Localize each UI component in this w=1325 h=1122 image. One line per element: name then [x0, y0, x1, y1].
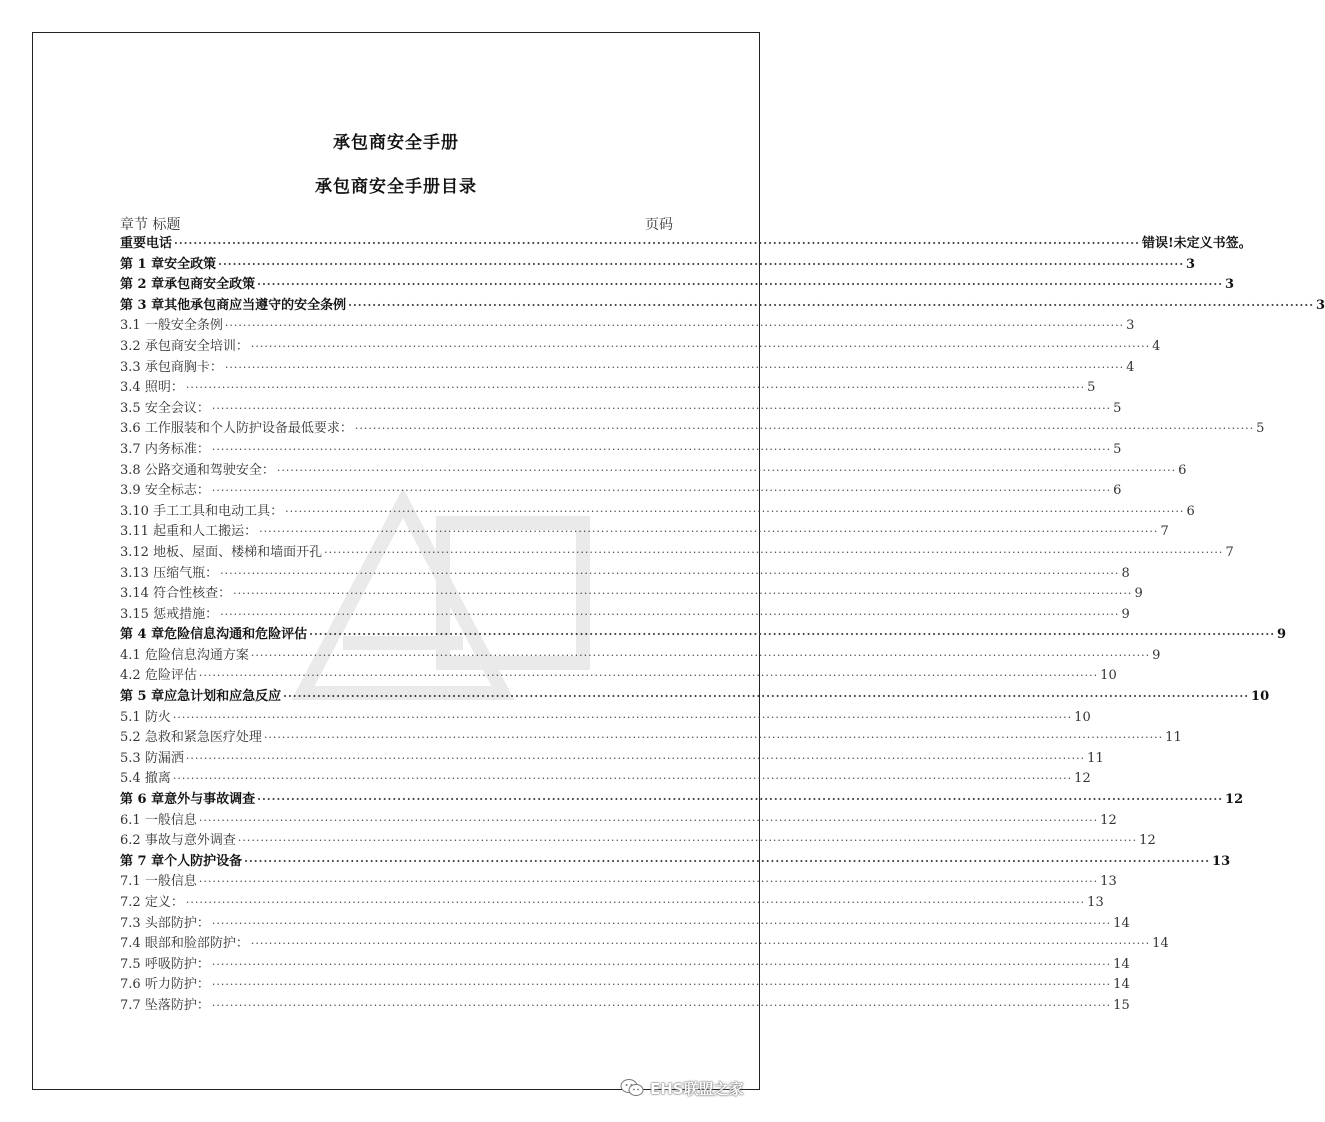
toc-leader-dots: ········································································································································································································	[309, 628, 1276, 642]
toc-entry-number: 7.1	[120, 874, 141, 890]
toc-leader-dots: ········································································································································································································	[211, 484, 1112, 498]
toc-header	[120, 214, 673, 232]
toc-entry-number: 第 5 章	[120, 689, 165, 705]
toc-entry-number: 5.4	[120, 771, 141, 787]
toc-entry-page: 5	[1256, 421, 1265, 437]
toc-entry-number: 3.9	[120, 483, 141, 499]
toc-entry-page: 3	[1225, 277, 1235, 293]
toc-entry-number: 6.1	[120, 812, 141, 828]
toc-entry-number: 第 3 章	[120, 297, 165, 313]
toc-entry	[120, 440, 1122, 461]
toc-leader-dots: ········································································································································································································	[257, 278, 1224, 292]
toc-entry-title: 重要电话	[120, 236, 173, 251]
toc-title: 承包商安全手册目录	[315, 177, 477, 197]
toc-entry-number: 3.13	[120, 565, 149, 581]
toc-entry-title: 承包商安全培训：	[144, 338, 249, 354]
brand-logo	[620, 1077, 744, 1099]
toc-entry-page: 7	[1160, 524, 1169, 540]
toc-header-right: 页码	[645, 217, 673, 233]
toc-entry-number: 第 7 章	[120, 853, 165, 869]
toc-entry-page: 6	[1113, 483, 1122, 499]
toc-entry-title: 地板、屋面、楼梯和墙面开孔	[153, 544, 323, 560]
toc-leader-dots: ········································································································································································································	[211, 978, 1112, 992]
toc-entry-title: 照明：	[144, 380, 184, 396]
toc-entry	[120, 502, 1195, 523]
toc-entry-title: 坠落防护：	[144, 997, 210, 1013]
toc-entry-page: 14	[1113, 915, 1130, 931]
toc-entry-title: 安全标志：	[144, 483, 210, 499]
toc-entry-number: 3.6	[120, 421, 141, 437]
toc-leader-dots: ········································································································································································································	[250, 937, 1151, 951]
toc-entry-title: 事故与意外调查	[144, 833, 236, 849]
toc-entry-number: 第 1 章	[120, 256, 165, 272]
toc-entry-page: 10	[1251, 689, 1270, 705]
toc-entry-title: 一般信息	[144, 812, 197, 828]
toc-entry-title: 急救和紧急医疗处理	[144, 730, 262, 746]
toc-entry-number: 7.6	[120, 977, 141, 993]
toc-entry-number: 第 4 章	[120, 627, 165, 643]
toc-leader-dots: ········································································································································································································	[259, 525, 1159, 539]
toc-entry-page: 5	[1113, 441, 1122, 457]
toc-entry-title: 承包商胸卡：	[144, 359, 223, 375]
toc-entry	[120, 461, 1187, 482]
toc-entry-title: 危险信息沟通和危险评估	[164, 627, 308, 643]
toc-leader-dots: ········································································································································································································	[224, 360, 1125, 374]
toc-entry	[120, 419, 1265, 440]
wechat-icon	[620, 1078, 644, 1098]
toc-entry-title: 工作服装和个人防护设备最低要求：	[144, 421, 353, 437]
toc-entry-number: 3.3	[120, 359, 141, 375]
toc-entry-page: 14	[1152, 936, 1169, 952]
toc-entry	[120, 893, 1104, 914]
toc-entry-page: 9	[1121, 606, 1130, 622]
toc-leader-dots: ········································································································································································································	[250, 339, 1151, 353]
toc-entry-page: 13	[1212, 853, 1231, 869]
toc-leader-dots: ········································································································································································································	[198, 875, 1099, 889]
toc-leader-dots: ········································································································································································································	[198, 813, 1099, 827]
toc-entry	[120, 955, 1130, 976]
toc-entry-title: 安全会议：	[144, 400, 210, 416]
toc-entry-title: 安全政策	[164, 256, 217, 272]
toc-entry-number: 3.8	[120, 462, 141, 478]
toc-entry-page: 5	[1087, 380, 1096, 396]
toc-entry	[120, 811, 1117, 832]
toc-entry-number: 5.1	[120, 709, 141, 725]
toc-entry-title: 防火	[144, 709, 171, 725]
toc-entry-number: 3.10	[120, 503, 149, 519]
toc-entry	[120, 749, 1104, 770]
toc-leader-dots: ········································································································································································································	[220, 566, 1120, 580]
toc-entry	[120, 481, 1122, 502]
toc-leader-dots: ········································································································································································································	[285, 504, 1185, 518]
toc-entry	[120, 378, 1096, 399]
toc-entry	[120, 296, 1325, 317]
toc-entry-number: 4.1	[120, 647, 141, 663]
toc-entry-page: 11	[1165, 730, 1182, 746]
toc-entry-number: 第 6 章	[120, 792, 165, 808]
toc-leader-dots: ········································································································································································································	[211, 998, 1112, 1012]
toc-header-left: 章节 标题	[120, 217, 181, 233]
toc-entry	[120, 852, 1231, 873]
toc-leader-dots: ········································································································································································································	[250, 648, 1151, 662]
toc-entry	[120, 358, 1135, 379]
toc-entry-title: 手工工具和电动工具：	[153, 503, 284, 519]
toc-entry	[120, 790, 1244, 811]
toc-entry-title: 一般安全条例	[144, 318, 223, 334]
toc-leader-dots: ········································································································································································································	[224, 319, 1125, 333]
toc-entry-title: 危险信息沟通方案	[144, 647, 249, 663]
toc-leader-dots: ········································································································································································································	[263, 731, 1164, 745]
toc-entry-title: 惩戒措施：	[153, 606, 219, 622]
toc-entry-title: 压缩气瓶：	[153, 565, 219, 581]
toc-entry-title: 危险评估	[144, 668, 197, 684]
toc-entry-number: 3.4	[120, 380, 141, 396]
toc-entry-page: 5	[1113, 400, 1122, 416]
toc-entry	[120, 275, 1235, 296]
toc-entry-page: 12	[1074, 771, 1091, 787]
toc-leader-dots: ········································································································································································································	[324, 545, 1224, 559]
toc-leader-dots: ········································································································································································································	[348, 298, 1315, 312]
toc-leader-dots: ········································································································································································································	[211, 442, 1112, 456]
toc-entry-title: 其他承包商应当遵守的安全条例	[164, 297, 347, 313]
toc-entry	[120, 769, 1091, 790]
toc-entry-page: 3	[1126, 318, 1135, 334]
toc-entry-number: 7.4	[120, 936, 141, 952]
toc-entry-title: 公路交通和驾驶安全：	[144, 462, 275, 478]
toc-leader-dots: ········································································································································································································	[233, 587, 1133, 601]
toc-entry-page: 12	[1100, 812, 1117, 828]
toc-entry	[120, 543, 1234, 564]
toc-entry-number: 3.14	[120, 586, 149, 602]
toc-entry-number: 5.3	[120, 750, 141, 766]
toc-entry-title: 听力防护：	[144, 977, 210, 993]
toc-entry	[120, 666, 1117, 687]
toc-entry-number: 7.5	[120, 956, 141, 972]
toc-entry-title: 意外与事故调查	[164, 792, 256, 808]
toc-entry-page: 15	[1113, 997, 1130, 1013]
toc-entry-title: 眼部和脸部防护：	[144, 936, 249, 952]
toc-entry	[120, 914, 1130, 935]
toc-entry-number: 5.2	[120, 730, 141, 746]
toc-entry-page: 9	[1152, 647, 1161, 663]
toc-entry	[120, 708, 1091, 729]
toc-entry	[120, 337, 1161, 358]
toc-entry-title: 承包商安全政策	[164, 277, 256, 293]
toc-entry-page: 9	[1134, 586, 1143, 602]
toc-entry	[120, 522, 1169, 543]
toc-entry-number: 3.15	[120, 606, 149, 622]
toc-entry-number: 第 2 章	[120, 277, 165, 293]
toc-entry-page: 13	[1100, 874, 1117, 890]
toc-entry-number: 7.2	[120, 895, 141, 910]
toc-leader-dots: ········································································································································································································	[172, 710, 1073, 724]
toc-entry	[120, 728, 1182, 749]
toc-entry-title: 应急计划和应急反应	[164, 689, 282, 705]
toc-entry-page: 7	[1225, 544, 1234, 560]
toc-leader-dots: ········································································································································································································	[172, 772, 1073, 786]
toc-entry-page: 错误!未定义书签。	[1141, 236, 1252, 251]
toc-entry	[120, 975, 1130, 996]
toc-entry-number: 6.2	[120, 833, 141, 849]
toc-entry	[120, 564, 1130, 585]
toc-entry-number: 3.11	[120, 524, 149, 540]
toc-entry-title: 定义：	[144, 895, 184, 910]
toc-entry-number: 4.2	[120, 668, 141, 684]
toc-entry-page: 10	[1100, 668, 1117, 684]
toc-entry-title: 符合性核查：	[153, 586, 232, 602]
toc-entry-number: 3.5	[120, 400, 141, 416]
toc-leader-dots: ········································································································································································································	[276, 463, 1177, 477]
toc-entry-page: 4	[1152, 338, 1161, 354]
toc-entry-title: 撤离	[144, 771, 171, 787]
toc-leader-dots: ········································································································································································································	[354, 422, 1255, 436]
toc-entry-number: 7.3	[120, 915, 141, 931]
toc-entry-page: 14	[1113, 977, 1130, 993]
toc-leader-dots: ········································································································································································································	[211, 916, 1112, 930]
toc-entry-title: 起重和人工搬运：	[153, 524, 258, 540]
toc-entry-number: 3.12	[120, 544, 149, 560]
toc-entry-title: 防漏洒	[144, 750, 184, 766]
toc-entry	[120, 687, 1270, 708]
toc-entry-page: 14	[1113, 956, 1130, 972]
toc-leader-dots: ········································································································································································································	[198, 669, 1099, 683]
toc-leader-dots: ········································································································································································································	[237, 834, 1138, 848]
toc-entry-page: 4	[1126, 359, 1135, 375]
toc-entry-page: 8	[1121, 565, 1130, 581]
toc-entry	[120, 584, 1143, 605]
toc-entry-number: 3.1	[120, 318, 141, 334]
toc-entry-title: 个人防护设备	[164, 853, 243, 869]
toc-entry-page: 13	[1087, 895, 1104, 910]
document-page	[32, 32, 1325, 1090]
toc-entry-page: 3	[1186, 256, 1196, 272]
toc-entry-number: 7.7	[120, 997, 141, 1013]
toc-entry-page: 6	[1178, 462, 1187, 478]
toc-entry-page: 3	[1316, 297, 1325, 313]
toc-leader-dots: ········································································································································································································	[174, 237, 1140, 250]
toc-entry-title: 一般信息	[144, 874, 197, 890]
toc-leader-dots: ········································································································································································································	[220, 607, 1120, 621]
toc-entry-title: 内务标准：	[144, 441, 210, 457]
toc-entry	[120, 831, 1156, 852]
toc-leader-dots: ········································································································································································································	[211, 957, 1112, 971]
toc-entry-page: 11	[1087, 750, 1104, 766]
toc-list	[120, 234, 1325, 1017]
toc-entry	[120, 316, 1135, 337]
toc-leader-dots: ········································································································································································································	[244, 854, 1211, 868]
toc-entry	[120, 234, 1252, 255]
toc-entry-page: 10	[1074, 709, 1091, 725]
toc-entry-title: 头部防护：	[144, 915, 210, 931]
toc-leader-dots: ········································································································································································································	[218, 257, 1185, 271]
toc-entry	[120, 646, 1161, 667]
toc-entry-title: 呼吸防护：	[144, 956, 210, 972]
toc-entry-page: 12	[1225, 792, 1244, 808]
toc-entry-page: 12	[1139, 833, 1156, 849]
toc-entry-page: 6	[1186, 503, 1195, 519]
toc-leader-dots: ········································································································································································································	[257, 793, 1224, 807]
toc-entry	[120, 255, 1196, 276]
brand-logo-text: EHS联盟之家	[650, 1079, 744, 1098]
toc-leader-dots: ········································································································································································································	[185, 751, 1086, 765]
toc-entry-number: 3.7	[120, 441, 141, 457]
toc-entry-page: 9	[1277, 627, 1287, 643]
toc-entry	[120, 872, 1117, 893]
toc-leader-dots: ········································································································································································································	[185, 896, 1086, 909]
toc-leader-dots: ········································································································································································································	[185, 381, 1086, 395]
toc-entry	[120, 996, 1130, 1017]
toc-leader-dots: ········································································································································································································	[283, 690, 1250, 704]
toc-entry	[120, 625, 1287, 646]
toc-leader-dots: ········································································································································································································	[211, 401, 1112, 415]
toc-entry	[120, 399, 1122, 420]
toc-entry-number: 3.2	[120, 338, 141, 354]
toc-entry	[120, 605, 1130, 626]
toc-entry	[120, 934, 1169, 955]
document-title: 承包商安全手册	[333, 133, 459, 153]
